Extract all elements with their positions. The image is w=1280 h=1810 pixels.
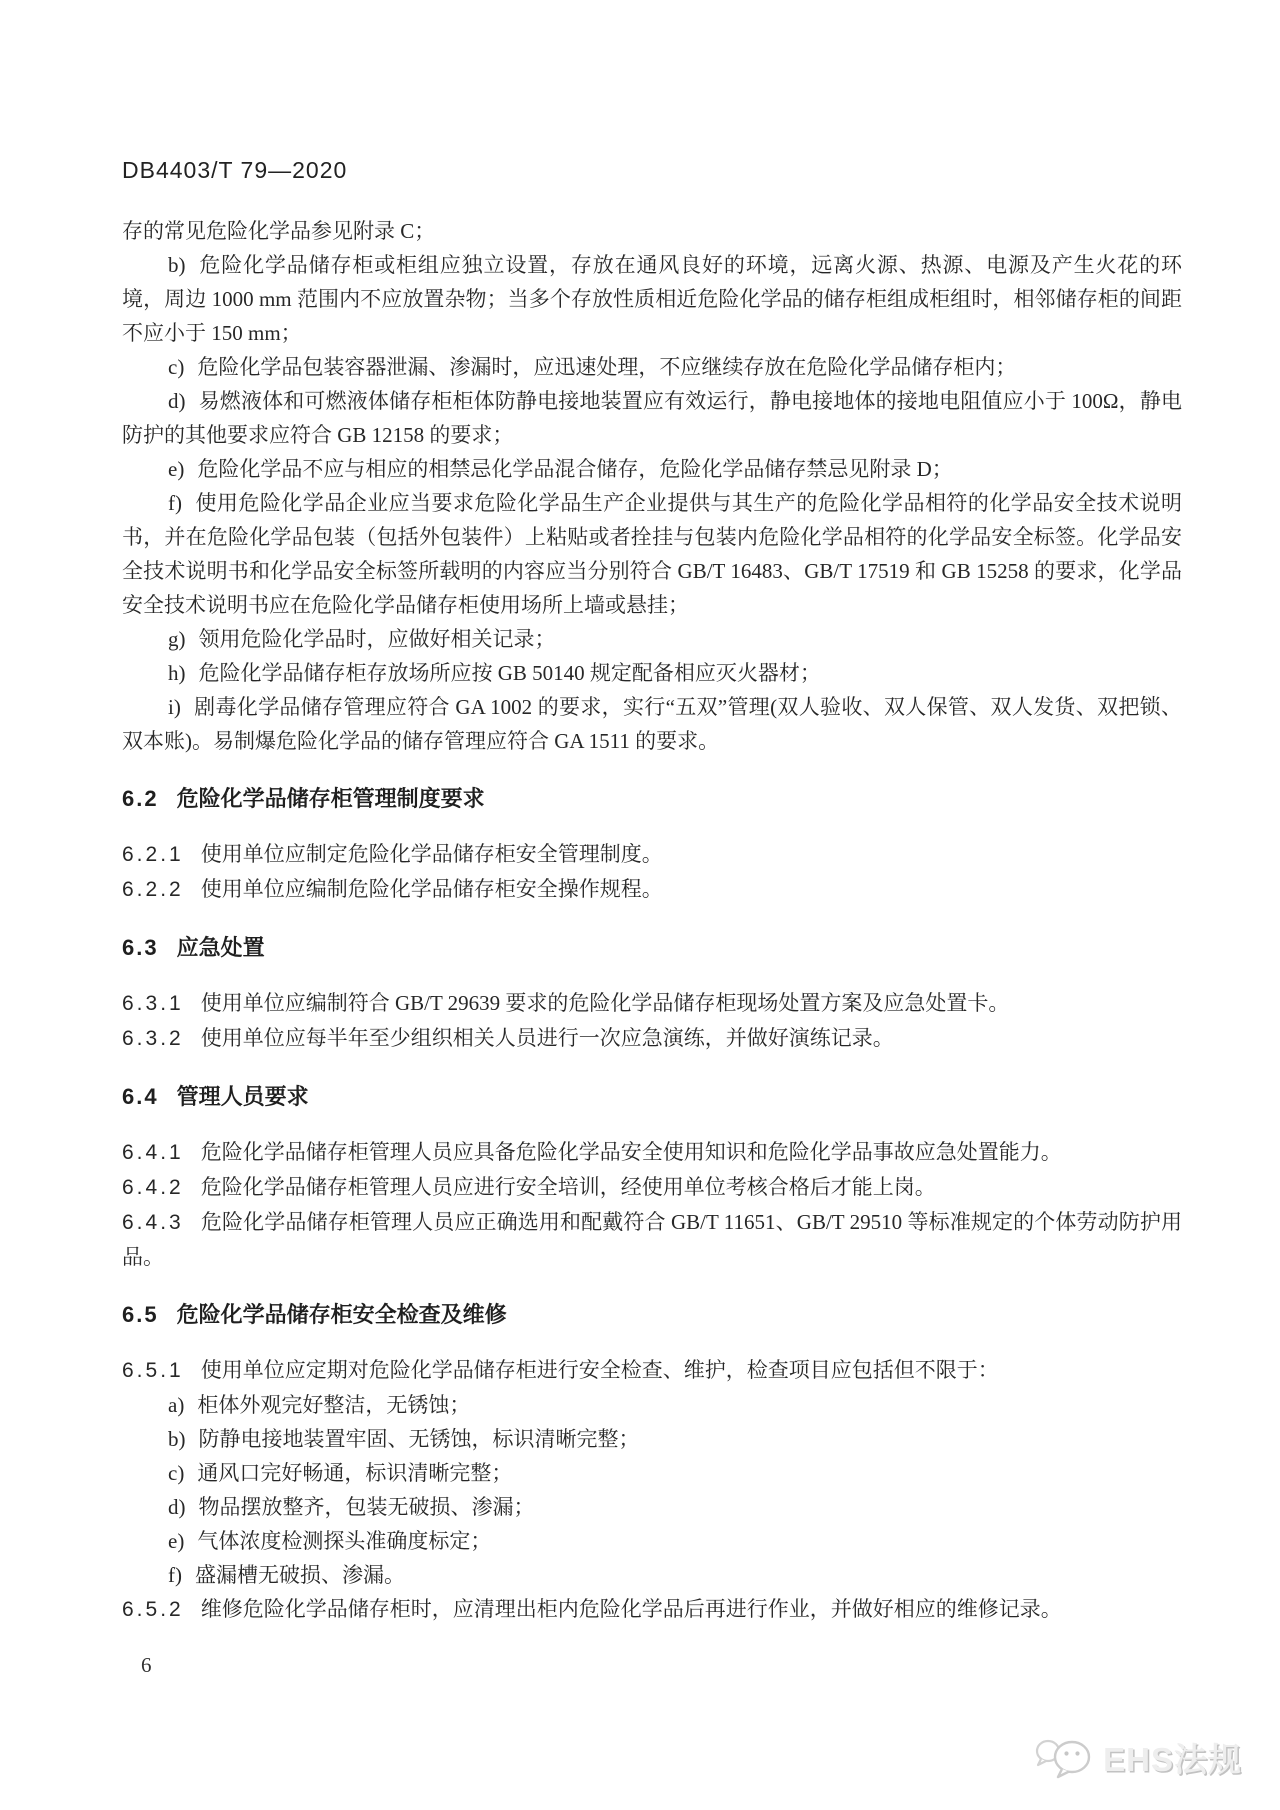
list-item-text: 危险化学品不应与相应的相禁忌化学品混合储存，危险化学品储存禁忌见附录 D； <box>197 457 953 481</box>
list-item-h <box>122 656 1182 690</box>
clause-number: 6.2.2 <box>122 878 184 901</box>
clause-6-5-2 <box>122 1592 1182 1627</box>
clause-text: 使用单位应制定危险化学品储存柜安全管理制度。 <box>200 842 663 866</box>
check-item-b <box>122 1422 1182 1456</box>
section-heading-6-2 <box>122 784 1182 814</box>
document-number: DB4403/T 79—2020 <box>122 157 348 183</box>
check-item-label: a) <box>168 1393 185 1417</box>
section-heading-6-3 <box>122 933 1182 963</box>
clause-number: 6.4.1 <box>122 1141 184 1164</box>
clause-6-5-1 <box>122 1353 1182 1388</box>
list-item-label: i) <box>168 695 181 719</box>
clause-6-3-2 <box>122 1021 1182 1056</box>
clause-number: 6.5.2 <box>122 1598 184 1621</box>
check-item-c <box>122 1456 1182 1490</box>
check-item-e <box>122 1524 1182 1558</box>
clause-text: 使用单位应定期对危险化学品储存柜进行安全检查、维护，检查项目应包括但不限于： <box>200 1358 999 1382</box>
check-item-label: d) <box>168 1495 186 1519</box>
check-item-a <box>122 1388 1182 1422</box>
section-title: 危险化学品储存柜管理制度要求 <box>176 786 485 811</box>
clause-number: 6.4.3 <box>122 1211 184 1234</box>
section-title: 危险化学品储存柜安全检查及维修 <box>176 1302 507 1327</box>
check-item-text: 通风口完好畅通，标识清晰完整； <box>197 1461 513 1485</box>
section-heading-6-4 <box>122 1082 1182 1112</box>
watermark <box>1034 1734 1242 1781</box>
section-number: 6.5 <box>122 1302 159 1327</box>
list-item-text: 危险化学品储存柜存放场所应按 GB 50140 规定配备相应灭火器材； <box>198 661 821 685</box>
clause-text: 危险化学品储存柜管理人员应正确选用和配戴符合 GB/T 11651、GB/T 29510 等标准规定的个体劳动防护用品。 <box>122 1210 1182 1269</box>
check-item-label: c) <box>168 1461 185 1485</box>
clause-text: 危险化学品储存柜管理人员应具备危险化学品安全使用知识和危险化学品事故应急处置能力。 <box>200 1140 1062 1164</box>
clause-number: 6.4.2 <box>122 1176 184 1199</box>
clause-number: 6.3.1 <box>122 992 184 1015</box>
section-title: 应急处置 <box>176 935 265 960</box>
check-item-text: 柜体外观完好整洁，无锈蚀； <box>197 1393 471 1417</box>
list-item-label: h) <box>168 661 186 685</box>
clause-text: 使用单位应编制危险化学品储存柜安全操作规程。 <box>200 877 663 901</box>
list-item-label: d) <box>168 389 186 413</box>
list-item-i <box>122 690 1182 758</box>
section-heading-6-5 <box>122 1300 1182 1330</box>
list-item-text: 领用危险化学品时，应做好相关记录； <box>198 627 556 651</box>
clause-6-2-1 <box>122 837 1182 872</box>
clause-6-2-2 <box>122 872 1182 907</box>
clause-number: 6.3.2 <box>122 1027 184 1050</box>
section-number: 6.3 <box>122 935 159 960</box>
clause-6-4-3 <box>122 1205 1182 1274</box>
section-number: 6.2 <box>122 786 159 811</box>
list-item-text: 易燃液体和可燃液体储存柜柜体防静电接地装置应有效运行，静电接地体的接地电阻值应小于 100Ω，静电防护的其他要求应符合 GB 12158 的要求； <box>122 389 1182 447</box>
list-item-label: f) <box>168 491 182 515</box>
check-item-label: f) <box>168 1563 182 1587</box>
list-item-d <box>122 384 1182 452</box>
check-item-label: b) <box>168 1427 186 1451</box>
check-item-d <box>122 1490 1182 1524</box>
list-item-text: 使用危险化学品企业应当要求危险化学品生产企业提供与其生产的危险化学品相符的化学品安全技术说明书，并在危险化学品包装（包括外包装件）上粘贴或者拴挂与包装内危险化学品相符的化学品安全标签。化学品安全技术说明书和化学品安全标签所载明的内容应当分别符合 GB/T 16483、GB/T 17519 和 GB 15258 的要求，化学品安全技术说明书应在危险化学品储存柜使用场所上墙或悬挂； <box>122 491 1182 617</box>
list-item-label: g) <box>168 627 186 651</box>
clause-text: 使用单位应编制符合 GB/T 29639 要求的危险化学品储存柜现场处置方案及应急处置卡。 <box>200 991 1010 1015</box>
section-number: 6.4 <box>122 1084 159 1109</box>
list-item-text: 剧毒化学品储存管理应符合 GA 1002 的要求，实行“五双”管理(双人验收、双人保管、双人发货、双把锁、双本账)。易制爆危险化学品的储存管理应符合 GA 1511 的要求。 <box>122 695 1182 753</box>
list-item-label: e) <box>168 457 185 481</box>
list-item-b <box>122 248 1182 350</box>
check-item-text: 盛漏槽无破损、渗漏。 <box>195 1563 405 1587</box>
clause-number: 6.5.1 <box>122 1359 184 1382</box>
list-item-c <box>122 350 1182 384</box>
paragraph-continuation: 存的常见危险化学品参见附录 C； <box>122 219 436 243</box>
document-content <box>122 157 1182 1627</box>
wechat-speech-bubbles-icon <box>1034 1736 1096 1780</box>
check-item-f <box>122 1558 1182 1592</box>
clause-6-4-2 <box>122 1170 1182 1205</box>
clause-text: 维修危险化学品储存柜时，应清理出柜内危险化学品后再进行作业，并做好相应的维修记录。 <box>200 1597 1062 1621</box>
list-item-g <box>122 622 1182 656</box>
clause-6-3-1 <box>122 986 1182 1021</box>
list-item-f <box>122 486 1182 622</box>
watermark-label: EHS法规 <box>1103 1741 1242 1778</box>
clause-text: 使用单位应每半年至少组织相关人员进行一次应急演练，并做好演练记录。 <box>200 1026 894 1050</box>
list-item-label: c) <box>168 355 185 379</box>
clause-6-4-1 <box>122 1135 1182 1170</box>
check-item-label: e) <box>168 1529 185 1553</box>
check-item-text: 物品摆放整齐，包装无破损、渗漏； <box>198 1495 535 1519</box>
list-item-label: b) <box>168 253 186 277</box>
check-item-text: 气体浓度检测探头准确度标定； <box>197 1529 492 1553</box>
list-item-text: 危险化学品储存柜或柜组应独立设置，存放在通风良好的环境，远离火源、热源、电源及产生火花的环境，周边 1000 mm 范围内不应放置杂物；当多个存放性质相近危险化学品的储存柜组成柜组时，相邻储存柜的间距不应小于 150 mm； <box>122 253 1182 345</box>
list-item-e <box>122 452 1182 486</box>
page-number: 6 <box>141 1653 152 1677</box>
section-title: 管理人员要求 <box>176 1084 309 1109</box>
check-item-text: 防静电接地装置牢固、无锈蚀，标识清晰完整； <box>198 1427 640 1451</box>
clause-text: 危险化学品储存柜管理人员应进行安全培训，经使用单位考核合格后才能上岗。 <box>200 1175 936 1199</box>
clause-number: 6.2.1 <box>122 843 184 866</box>
list-item-text: 危险化学品包装容器泄漏、渗漏时，应迅速处理，不应继续存放在危险化学品储存柜内； <box>197 355 1017 379</box>
